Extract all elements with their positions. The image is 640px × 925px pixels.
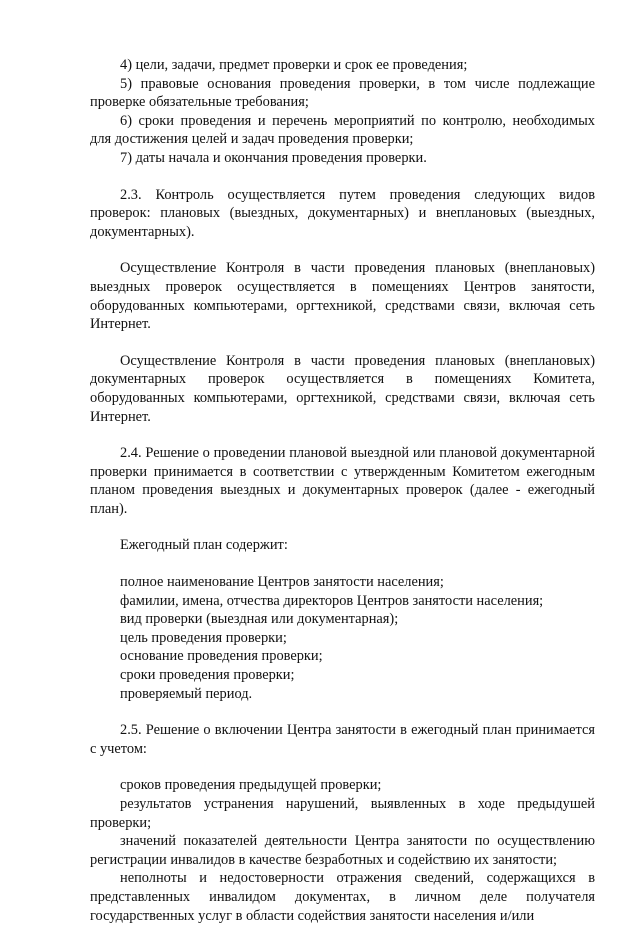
criteria-item: сроков проведения предыдущей проверки; (120, 777, 382, 794)
plan-item: основание проведения проверки; (120, 648, 323, 665)
paragraph-onsite-inspections: Осуществление Контроля в части проведения плановых (внеплановых) выездных проверок осуществляется в помещениях Центров занятости, оборудованных компьютерами, оргтехникой, средствами связи, включая сеть Интернет. (90, 260, 595, 333)
spacer (90, 703, 595, 721)
list-item: 6) сроки проведения и перечень мероприятий по контролю, необходимых для достижения целей и задач проведения проверки; (90, 112, 595, 148)
spacer (90, 241, 595, 259)
list-item: 4) цели, задачи, предмет проверки и срок ее проведения; (120, 57, 468, 73)
plan-item: проверяемый период. (120, 685, 253, 702)
plan-item: фамилии, имена, отчества директоров Центров занятости населения; (120, 592, 544, 609)
paragraph-2-3: 2.3. Контроль осуществляется путем проведения следующих видов проверок: плановых (выездных, документарных) и внеплановых (выездных, документарных). (90, 186, 595, 240)
plan-item: вид проверки (выездная или документарная); (120, 611, 399, 628)
criteria-item: результатов устранения нарушений, выявленных в ходе предыдушей проверки; (90, 796, 595, 831)
plan-item: сроки проведения проверки; (120, 667, 295, 684)
document-page (90, 56, 595, 925)
spacer (90, 555, 595, 573)
criteria-item: неполноты и недостоверности отражения сведений, содержащихся в представленных инвалидом документах, в личном деле получателя государственных услуг в области содействия занятости населения и/или (90, 870, 595, 924)
spacer (90, 518, 595, 536)
plan-item: полное наименование Центров занятости населения; (120, 574, 444, 591)
list-item: 7) даты начала и окончания проведения проверки. (120, 149, 427, 166)
plan-item: цель проведения проверки; (120, 629, 287, 646)
plan-intro: Ежегодный план содержит: (120, 537, 288, 554)
paragraph-2-5: 2.5. Решение о включении Центра занятости в ежегодный план принимается с учетом: (90, 722, 595, 757)
criteria-item: значений показателей деятельности Центра занятости по осуществлению регистрации инвалидов в качестве безработных и содействию их занятости; (90, 833, 595, 868)
spacer (90, 758, 595, 776)
paragraph-2-4: 2.4. Решение о проведении плановой выездной или плановой документарной проверки принимается в соответствии с утвержденным Комитетом ежегодным планом проведения выездных и документарных проверок (далее - ежегодный план). (90, 445, 595, 517)
spacer (90, 426, 595, 444)
paragraph-document-inspections: Осуществление Контроля в части проведения плановых (внеплановых) документарных проверок осуществляется в помещениях Комитета, оборудованных компьютерами, оргтехникой, средствами связи, включая сеть Интернет. (90, 352, 595, 425)
list-item: 5) правовые основания проведения проверки, в том числе подлежащие проверке обязательные требования; (90, 75, 595, 111)
spacer (90, 168, 595, 186)
spacer (90, 334, 595, 352)
